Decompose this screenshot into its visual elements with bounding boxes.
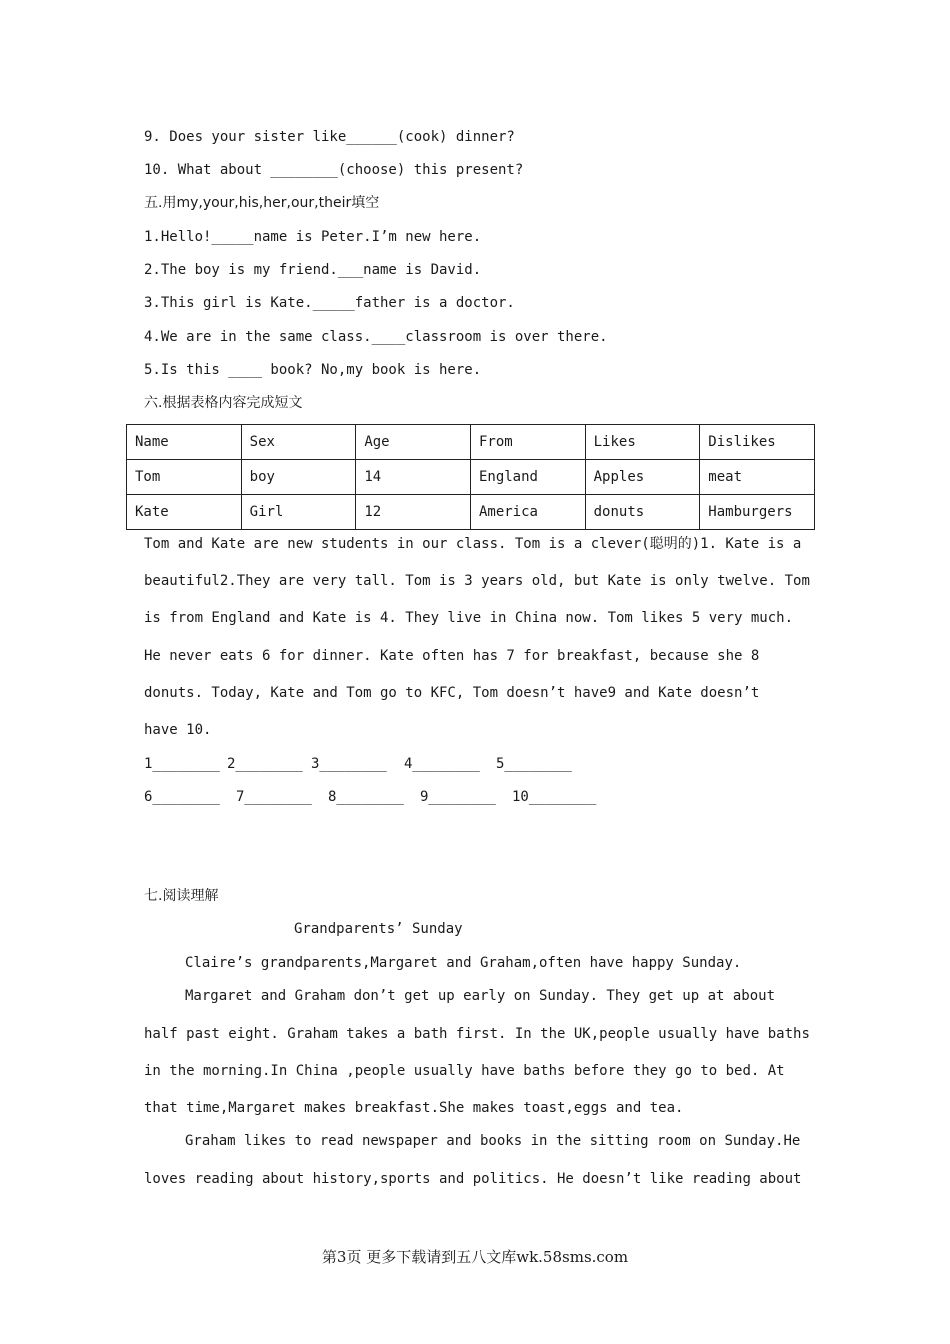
page-footer: 第3页 更多下载请到五八文库wk.58sms.com [321,1248,629,1266]
table-cell: 12 [356,495,471,530]
answer-blank: 8________ [328,789,404,805]
table-cell: Dislikes [700,425,815,460]
answer-blank: 4________ [404,756,480,772]
section-6-title: 六.根据表格内容完成短文 [144,395,303,411]
table-cell: From [470,425,585,460]
answer-blank: 9________ [420,789,496,805]
table-cell: Apples [585,460,700,495]
table-cell: Sex [241,425,356,460]
passage-line: beautiful2.They are very tall. Tom is 3 years old, but Kate is only twelve. Tom [144,573,810,589]
reading-line: that time,Margaret makes breakfast.She makes toast,eggs and tea. [144,1100,684,1116]
answer-blank: 6________ [144,789,220,805]
reading-line: half past eight. Graham takes a bath first. In the UK,people usually have baths [144,1026,810,1042]
table-cell: Girl [241,495,356,530]
answer-blank: 7________ [236,789,312,805]
table-cell: Name [127,425,242,460]
reading-title: Grandparents’ Sunday [294,921,463,937]
table-cell: 14 [356,460,471,495]
section-5-item: 3.This girl is Kate._____father is a doctor. [144,295,515,311]
table-cell: Age [356,425,471,460]
reading-line: Claire’s grandparents,Margaret and Graham,often have happy Sunday. [185,955,742,971]
section-5-item: 5.Is this ____ book? No,my book is here. [144,362,482,378]
answer-blank: 5________ [496,756,572,772]
table-cell: Kate [127,495,242,530]
table-cell: Tom [127,460,242,495]
section-5-item: 4.We are in the same class.____classroom is over there. [144,329,608,345]
table-cell: boy [241,460,356,495]
section-7-title: 七.阅读理解 [144,888,219,904]
reading-line: Margaret and Graham don’t get up early on Sunday. They get up at about [185,988,776,1004]
table-cell: Hamburgers [700,495,815,530]
answer-blank: 2________ [227,756,303,772]
table-cell: America [470,495,585,530]
section-5-item: 1.Hello!_____name is Peter.I’m new here. [144,229,482,245]
table-cell: meat [700,460,815,495]
exercise-line-10: 10. What about ________(choose) this present? [144,162,524,178]
section-5-item: 2.The boy is my friend.___name is David. [144,262,482,278]
answer-blank: 3________ [311,756,387,772]
answer-blank: 10________ [512,789,597,805]
passage-line: donuts. Today, Kate and Tom go to KFC, Tom doesn’t have9 and Kate doesn’t [144,685,760,701]
passage-line: Tom and Kate are new students in our class. Tom is a clever(聪明的)1. Kate is a [144,536,802,552]
reading-line: Graham likes to read newspaper and books in the sitting room on Sunday.He [185,1133,801,1149]
passage-line: He never eats 6 for dinner. Kate often has 7 for breakfast, because she 8 [144,648,760,664]
reading-line: loves reading about history,sports and politics. He doesn’t like reading about [144,1171,802,1187]
table-cell: England [470,460,585,495]
answer-blank: 1________ [144,756,220,772]
exercise-line-9: 9. Does your sister like______(cook) dinner? [144,129,515,145]
table-cell: Likes [585,425,700,460]
passage-line: is from England and Kate is 4. They live in China now. Tom likes 5 very much. [144,610,794,626]
table-cell: donuts [585,495,700,530]
table-row [127,460,815,495]
passage-line: have 10. [144,722,212,738]
table-row [127,495,815,530]
reading-line: in the morning.In China ,people usually have baths before they go to bed. At [144,1063,785,1079]
section-5-title: 五.用my,your,his,her,our,their填空 [144,195,380,211]
table-row [127,425,815,460]
student-info-table [126,424,815,530]
